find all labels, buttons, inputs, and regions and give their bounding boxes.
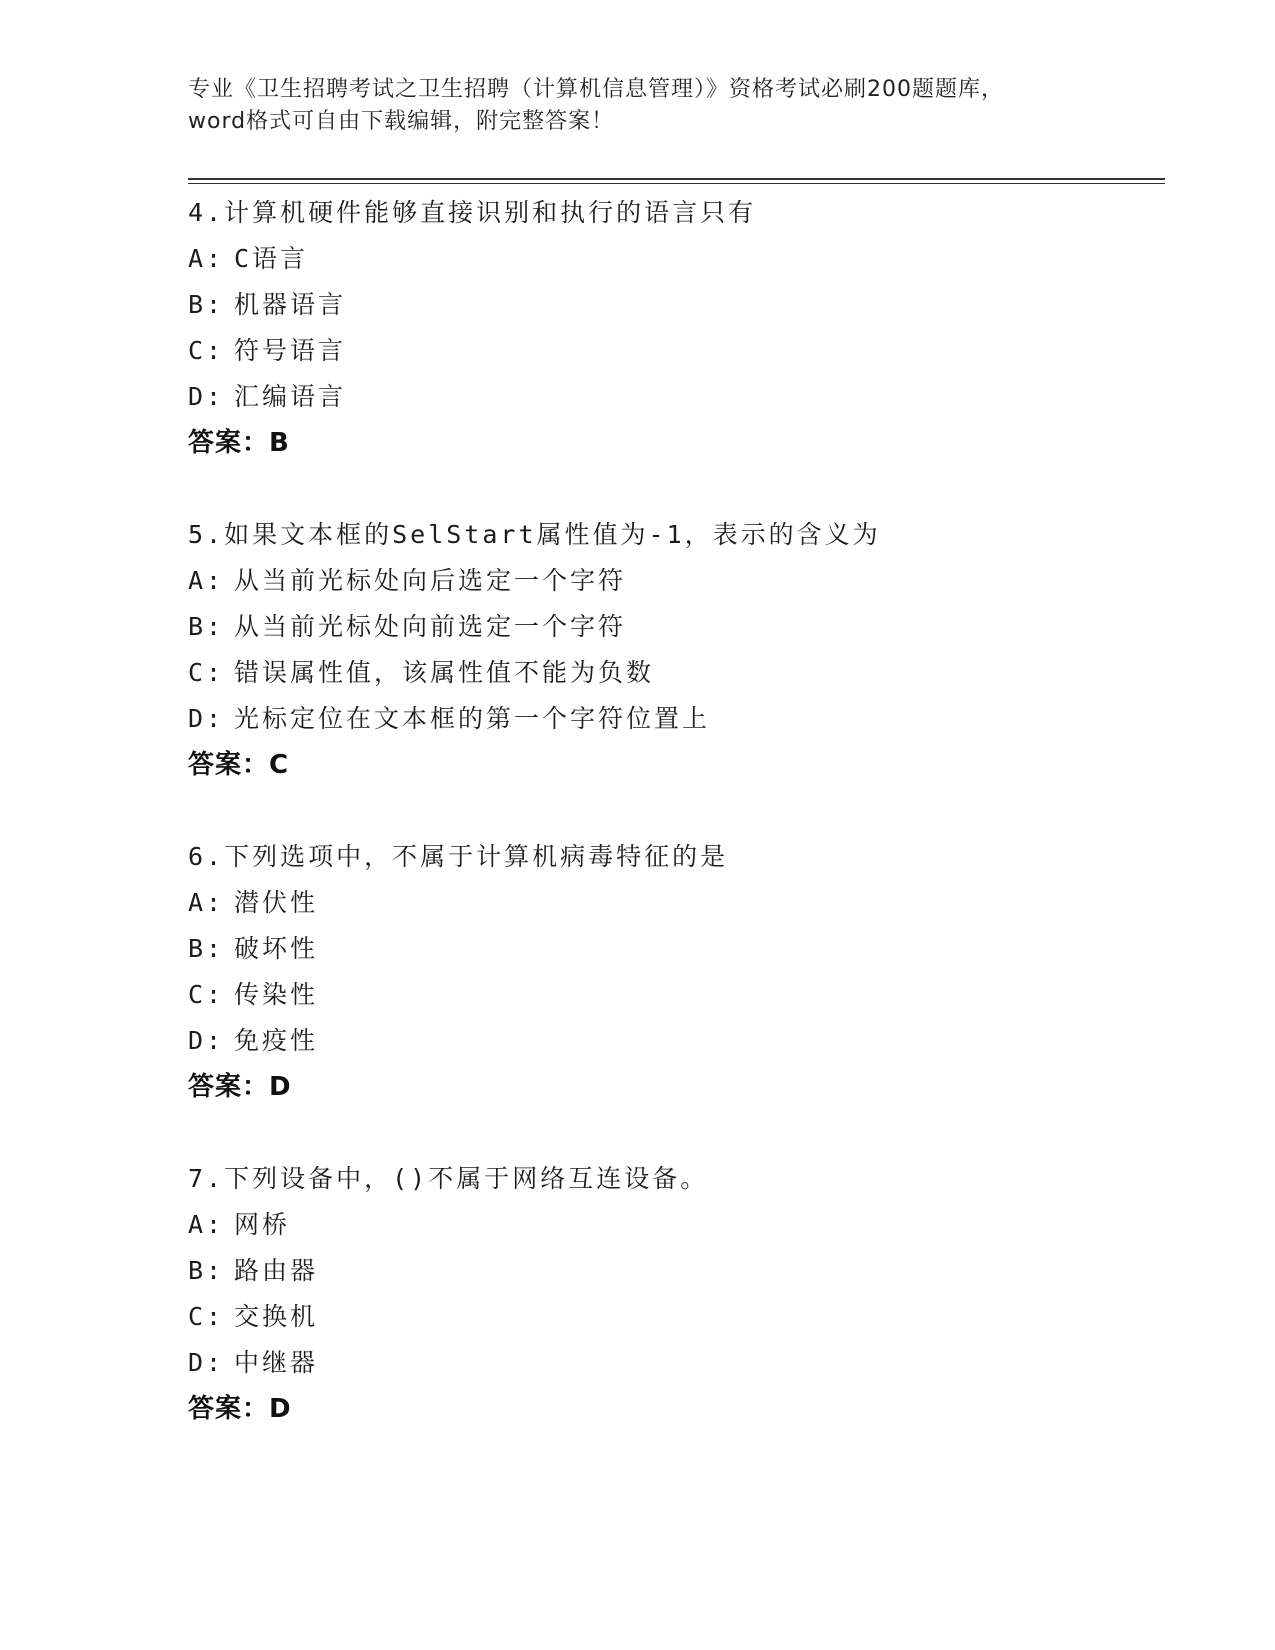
option-text: 路由器 xyxy=(234,1256,319,1285)
option-text: 破坏性 xyxy=(234,934,319,963)
option-text: 错误属性值，该属性值不能为负数 xyxy=(234,658,655,687)
option-key: A: xyxy=(188,244,225,273)
header-divider-thick xyxy=(188,178,1165,180)
option-a xyxy=(188,236,1168,282)
option-a xyxy=(188,880,1168,926)
option-c xyxy=(188,1294,1168,1340)
option-key: A: xyxy=(188,888,225,917)
option-key: C: xyxy=(188,336,225,365)
option-text: 交换机 xyxy=(234,1302,319,1331)
option-key: D: xyxy=(188,1026,225,1055)
option-d xyxy=(188,696,1168,742)
header-divider-thin xyxy=(188,183,1165,184)
question-stem: 7.下列设备中，()不属于网络互连设备。 xyxy=(188,1164,709,1193)
option-text: 传染性 xyxy=(234,980,319,1009)
option-c xyxy=(188,650,1168,696)
question-stem: 4.计算机硬件能够直接识别和执行的语言只有 xyxy=(188,198,757,227)
option-b xyxy=(188,926,1168,972)
option-key: C: xyxy=(188,980,225,1009)
option-text: 机器语言 xyxy=(234,290,347,319)
option-text: 免疫性 xyxy=(234,1026,319,1055)
option-b xyxy=(188,1248,1168,1294)
question-list xyxy=(188,190,1168,1478)
option-text: 光标定位在文本框的第一个字符位置上 xyxy=(234,704,711,733)
question-5 xyxy=(188,512,1168,788)
question-stem: 6.下列选项中，不属于计算机病毒特征的是 xyxy=(188,842,729,871)
option-text: 潜伏性 xyxy=(234,888,319,917)
option-a xyxy=(188,1202,1168,1248)
header-line-2: word格式可自由下载编辑，附完整答案！ xyxy=(188,109,615,134)
question-6 xyxy=(188,834,1168,1110)
document-header xyxy=(188,74,1168,138)
option-text: 从当前光标处向后选定一个字符 xyxy=(234,566,627,595)
option-text: 符号语言 xyxy=(234,336,347,365)
answer-label: 答案：D xyxy=(188,1394,292,1424)
option-key: D: xyxy=(188,1348,225,1377)
answer-label: 答案：D xyxy=(188,1072,292,1102)
option-key: D: xyxy=(188,704,225,733)
option-b xyxy=(188,282,1168,328)
option-key: C: xyxy=(188,658,225,687)
answer-label: 答案：B xyxy=(188,428,290,458)
option-d xyxy=(188,1018,1168,1064)
question-stem: 5.如果文本框的SelStart属性值为-1，表示的含义为 xyxy=(188,520,881,549)
option-a xyxy=(188,558,1168,604)
option-key: C: xyxy=(188,1302,225,1331)
option-text: C语言 xyxy=(234,244,309,273)
option-d xyxy=(188,1340,1168,1386)
question-7 xyxy=(188,1156,1168,1432)
option-c xyxy=(188,972,1168,1018)
option-key: B: xyxy=(188,1256,225,1285)
option-key: B: xyxy=(188,612,225,641)
option-text: 网桥 xyxy=(234,1210,291,1239)
option-text: 汇编语言 xyxy=(234,382,347,411)
option-key: B: xyxy=(188,290,225,319)
header-line-1: 专业《卫生招聘考试之卫生招聘（计算机信息管理）》资格考试必刷200题题库， xyxy=(188,77,1004,102)
option-text: 中继器 xyxy=(234,1348,319,1377)
answer-label: 答案：C xyxy=(188,750,290,780)
option-d xyxy=(188,374,1168,420)
option-c xyxy=(188,328,1168,374)
question-4 xyxy=(188,190,1168,466)
option-text: 从当前光标处向前选定一个字符 xyxy=(234,612,627,641)
option-key: A: xyxy=(188,1210,225,1239)
option-key: D: xyxy=(188,382,225,411)
option-b xyxy=(188,604,1168,650)
option-key: B: xyxy=(188,934,225,963)
option-key: A: xyxy=(188,566,225,595)
